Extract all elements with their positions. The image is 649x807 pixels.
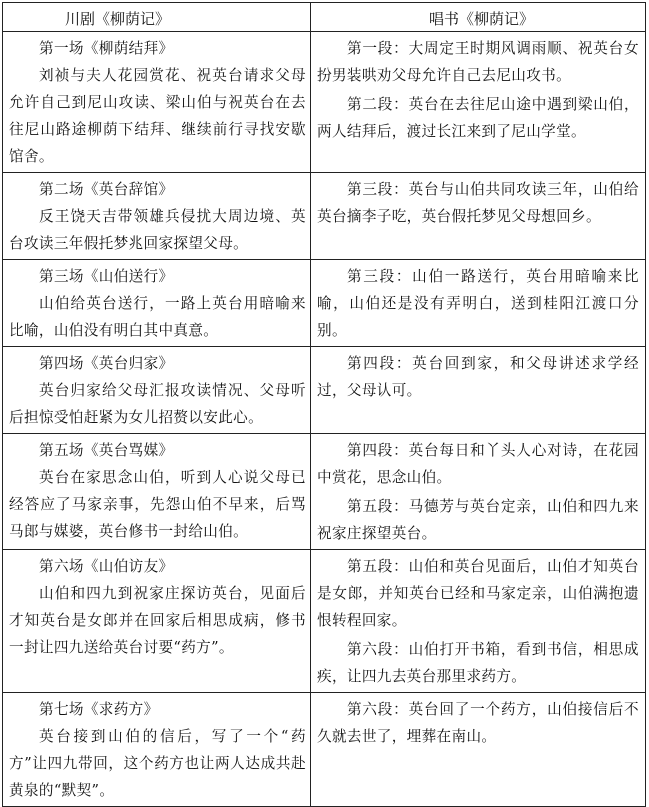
scene-description: 刘祯与夫人花园赏花、祝英台请求父母允许自己到尼山攻读、梁山伯与祝英台在去往尼山路途柳荫下结拜、继续前行寻找安歇馆舍。: [9, 67, 306, 165]
table-row: [3, 434, 646, 550]
table-header-row: [3, 3, 646, 32]
opera-scene-cell: [3, 434, 311, 550]
song-paragraph: 第三段：英台与山伯共同攻读三年，山伯给英台摘李子吃，英台假托梦见父母想回乡。: [317, 181, 639, 225]
scene-title: 第一场《柳荫结拜》: [39, 40, 174, 57]
table-row: [3, 550, 646, 693]
comparison-table-page: [2, 2, 645, 807]
scene-title: 第七场《求药方》: [39, 701, 159, 718]
changshu-cell: [311, 347, 646, 434]
table-row: [3, 260, 646, 347]
song-paragraph: 第四段：英台每日和丫头人心对诗，在花园中赏花，思念山伯。: [317, 442, 639, 486]
comparison-table: [2, 2, 646, 807]
song-paragraph: 第四段：英台回到家，和父母讲述求学经过，父母认可。: [317, 355, 639, 399]
changshu-cell: [311, 32, 646, 173]
scene-title: 第六场《山伯访友》: [39, 558, 174, 575]
scene-title: 第三场《山伯送行》: [39, 268, 174, 285]
table-row: [3, 347, 646, 434]
scene-description: 英台在家思念山伯，听到人心说父母已经答应了马家亲事，先怨山伯不早来，后骂马郎与媒婆，英台修书一封给山伯。: [9, 469, 306, 540]
song-paragraph: 第五段：山伯和英台见面后，山伯才知英台是女郎，并知英台已经和马家定亲，山伯满抱遗恨转程回家。: [317, 558, 639, 629]
song-paragraph: 第五段：马德芳与英台定亲，山伯和四九来祝家庄探望英台。: [317, 498, 639, 542]
changshu-cell: [311, 693, 646, 807]
changshu-cell: [311, 173, 646, 260]
song-paragraph: 第二段：英台在去往尼山途中遇到梁山伯，两人结拜后，渡过长江来到了尼山学堂。: [317, 96, 639, 140]
changshu-cell: [311, 434, 646, 550]
scene-description: 英台归家给父母汇报攻读情况、父母听后担惊受怕赶紧为女儿招赘以安此心。: [9, 382, 306, 426]
opera-scene-cell: [3, 260, 311, 347]
song-paragraph: 第三段：山伯一路送行，英台用暗喻来比喻，山伯还是没有弄明白，送到桂阳江渡口分别。: [317, 268, 639, 339]
song-paragraph: 第六段：英台回了一个药方，山伯接信后不久就去世了，埋葬在南山。: [317, 701, 639, 745]
scene-description: 反王饶天吉带领雄兵侵扰大周边境、英台攻读三年假托梦兆回家探望父母。: [9, 208, 306, 252]
table-row: [3, 32, 646, 173]
opera-scene-cell: [3, 693, 311, 807]
opera-scene-cell: [3, 347, 311, 434]
scene-description: 山伯给英台送行，一路上英台用暗喻来比喻，山伯没有明白其中真意。: [9, 295, 306, 339]
opera-scene-cell: [3, 550, 311, 693]
opera-scene-cell: [3, 32, 311, 173]
header-sichuan-opera: 川剧《柳荫记》: [3, 3, 311, 32]
scene-title: 第四场《英台归家》: [39, 355, 174, 372]
scene-description: 英台接到山伯的信后，写了一个“药方”让四九带回，这个药方也让两人达成共赴黄泉的“默契”。: [9, 728, 306, 799]
table-row: [3, 693, 646, 807]
changshu-cell: [311, 550, 646, 693]
scene-title: 第二场《英台辞馆》: [39, 181, 174, 198]
opera-scene-cell: [3, 173, 311, 260]
scene-description: 山伯和四九到祝家庄探访英台，见面后才知英台是女郎并在回家后相思成病，修书一封让四九送给英台讨要“药方”。: [9, 585, 306, 656]
song-paragraph: 第一段：大周定王时期风调雨顺、祝英台女扮男装哄劝父母允许自己去尼山攻书。: [317, 40, 639, 84]
changshu-cell: [311, 260, 646, 347]
scene-title: 第五场《英台骂媒》: [39, 442, 174, 459]
song-paragraph: 第六段：山伯打开书箱，看到书信，相思成疾，让四九去英台那里求药方。: [317, 641, 639, 685]
header-changshu: 唱书《柳荫记》: [311, 3, 646, 32]
table-row: [3, 173, 646, 260]
